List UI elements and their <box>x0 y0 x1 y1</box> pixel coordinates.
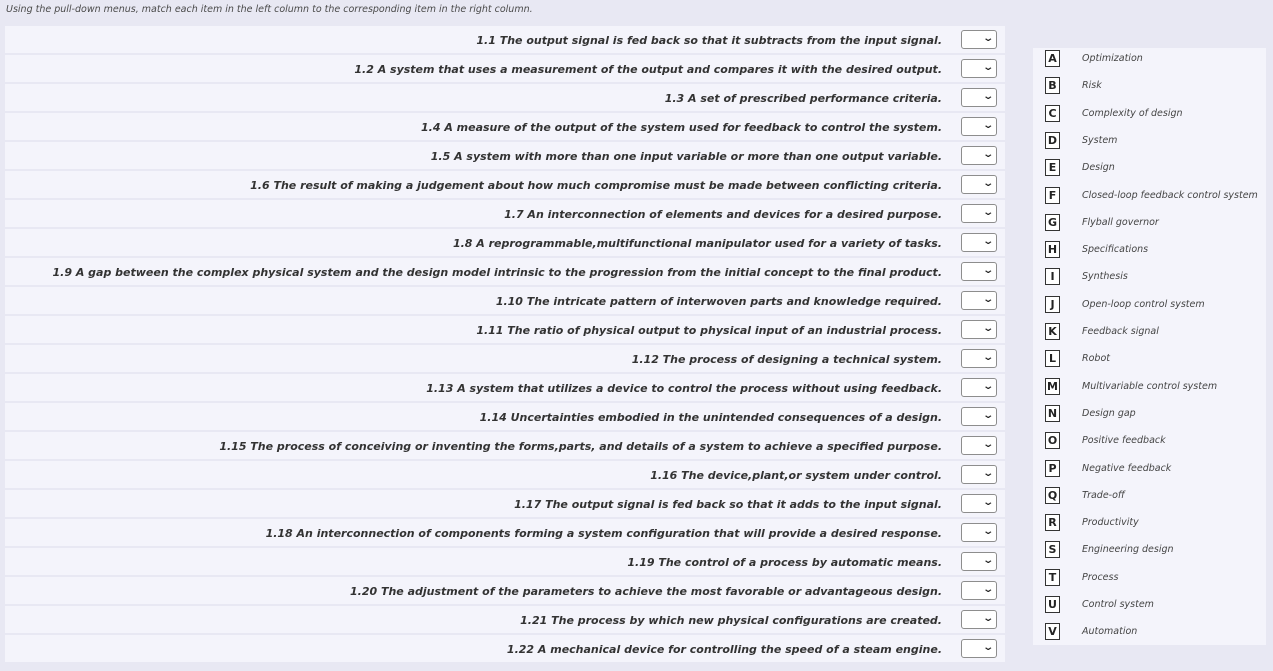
option-row <box>1033 212 1266 232</box>
answer-select[interactable] <box>961 436 997 455</box>
question-row <box>5 84 1005 111</box>
question-row <box>5 403 1005 430</box>
question-text: 1.22 A mechanical device for controlling the speed of a steam engine. <box>506 643 942 656</box>
option-text: Robot <box>1082 353 1110 365</box>
answer-select[interactable] <box>961 291 997 310</box>
answer-select[interactable] <box>961 30 997 49</box>
option-row <box>1033 239 1266 259</box>
chevron-down-icon: ⌄ <box>981 323 994 334</box>
option-row <box>1033 430 1266 450</box>
option-letter: O <box>1045 432 1060 449</box>
question-row <box>5 200 1005 227</box>
answer-select[interactable] <box>961 378 997 397</box>
option-row <box>1033 294 1266 314</box>
question-text: 1.6 The result of making a judgement about how much compromise must be made between conflicting criteria. <box>250 179 942 192</box>
option-letter: F <box>1045 187 1060 204</box>
option-letter: S <box>1045 541 1060 558</box>
answer-select[interactable] <box>961 320 997 339</box>
question-text: 1.1 The output signal is fed back so that it subtracts from the input signal. <box>476 34 942 47</box>
option-row <box>1033 321 1266 341</box>
option-row <box>1033 103 1266 123</box>
option-text: Automation <box>1082 626 1138 638</box>
answer-select[interactable] <box>961 407 997 426</box>
chevron-down-icon: ⌄ <box>981 149 994 160</box>
option-row <box>1033 458 1266 478</box>
question-row <box>5 461 1005 488</box>
options-column <box>1033 48 1266 645</box>
option-text: Open-loop control system <box>1082 298 1205 310</box>
answer-select[interactable] <box>961 494 997 513</box>
option-text: Design gap <box>1082 407 1136 419</box>
question-row <box>5 55 1005 82</box>
option-letter: N <box>1045 405 1060 422</box>
option-letter: B <box>1045 77 1060 94</box>
option-row <box>1033 376 1266 396</box>
option-row <box>1033 594 1266 614</box>
questions-column <box>5 26 1005 664</box>
question-text: 1.2 A system that uses a measurement of the output and compares it with the desired output. <box>354 63 942 76</box>
question-row <box>5 490 1005 517</box>
option-letter: K <box>1045 323 1060 340</box>
option-letter: R <box>1045 514 1060 531</box>
option-letter: D <box>1045 132 1060 149</box>
answer-select[interactable] <box>961 146 997 165</box>
chevron-down-icon: ⌄ <box>981 294 994 305</box>
question-row <box>5 316 1005 343</box>
option-text: Optimization <box>1082 53 1143 64</box>
option-letter: G <box>1045 214 1060 231</box>
question-text: 1.16 The device,plant,or system under control. <box>650 469 942 482</box>
chevron-down-icon: ⌄ <box>981 642 994 653</box>
option-row <box>1033 130 1266 150</box>
option-letter: P <box>1045 460 1060 477</box>
option-text: Synthesis <box>1082 271 1128 283</box>
question-row <box>5 432 1005 459</box>
answer-select[interactable] <box>961 262 997 281</box>
chevron-down-icon: ⌄ <box>981 207 994 218</box>
option-text: Flyball governor <box>1082 216 1159 228</box>
answer-select[interactable] <box>961 175 997 194</box>
option-row <box>1033 75 1266 95</box>
question-text: 1.13 A system that utilizes a device to control the process without using feedback. <box>426 382 942 395</box>
option-text: Complexity of design <box>1082 107 1183 119</box>
question-text: 1.14 Uncertainties embodied in the unintended consequences of a design. <box>479 411 942 424</box>
question-row <box>5 26 1005 53</box>
question-text: 1.10 The intricate pattern of interwoven parts and knowledge required. <box>495 295 942 308</box>
option-text: System <box>1082 134 1118 146</box>
chevron-down-icon: ⌄ <box>981 410 994 421</box>
chevron-down-icon: ⌄ <box>981 468 994 479</box>
question-text: 1.12 The process of designing a technical system. <box>631 353 942 366</box>
question-text: 1.15 The process of conceiving or inventing the forms,parts, and details of a system to achieve a specified purpose. <box>219 440 942 453</box>
question-row <box>5 171 1005 198</box>
option-letter: T <box>1045 569 1060 586</box>
question-text: 1.19 The control of a process by automatic means. <box>627 556 942 569</box>
answer-select[interactable] <box>961 349 997 368</box>
answer-select[interactable] <box>961 581 997 600</box>
option-letter: E <box>1045 159 1060 176</box>
question-text: 1.7 An interconnection of elements and devices for a desired purpose. <box>504 208 942 221</box>
question-row <box>5 606 1005 633</box>
question-text: 1.11 The ratio of physical output to physical input of an industrial process. <box>476 324 942 337</box>
chevron-down-icon: ⌄ <box>981 526 994 537</box>
option-row <box>1033 512 1266 532</box>
answer-select[interactable] <box>961 117 997 136</box>
question-text: 1.20 The adjustment of the parameters to achieve the most favorable or advantageous design. <box>350 585 942 598</box>
option-row <box>1033 266 1266 286</box>
chevron-down-icon: ⌄ <box>981 265 994 276</box>
answer-select[interactable] <box>961 639 997 658</box>
option-letter: L <box>1045 350 1060 367</box>
question-text: 1.4 A measure of the output of the system used for feedback to control the system. <box>421 121 942 134</box>
chevron-down-icon: ⌄ <box>981 584 994 595</box>
option-letter: H <box>1045 241 1060 258</box>
question-row <box>5 113 1005 140</box>
question-row <box>5 229 1005 256</box>
question-text: 1.21 The process by which new physical configurations are created. <box>520 614 942 627</box>
option-letter: M <box>1045 378 1060 395</box>
chevron-down-icon: ⌄ <box>981 236 994 247</box>
question-row <box>5 345 1005 372</box>
option-text: Trade-off <box>1082 489 1125 501</box>
option-text: Risk <box>1082 80 1102 92</box>
answer-select[interactable] <box>961 59 997 78</box>
instruction-text: Using the pull-down menus, match each item in the left column to the corresponding item in the right column. <box>6 4 533 15</box>
question-row <box>5 577 1005 604</box>
question-row <box>5 142 1005 169</box>
option-letter: U <box>1045 596 1060 613</box>
question-text: 1.5 A system with more than one input variable or more than one output variable. <box>430 150 942 163</box>
option-row <box>1033 348 1266 368</box>
chevron-down-icon: ⌄ <box>981 381 994 392</box>
option-letter: J <box>1045 296 1060 313</box>
question-text: 1.8 A reprogrammable,multifunctional manipulator used for a variety of tasks. <box>452 237 942 250</box>
answer-select[interactable] <box>961 523 997 542</box>
option-text: Closed-loop feedback control system <box>1082 189 1258 201</box>
option-row <box>1033 403 1266 423</box>
question-text: 1.9 A gap between the complex physical system and the design model intrinsic to the progression from the initial concept to the final product. <box>52 266 942 279</box>
option-text: Engineering design <box>1082 544 1174 556</box>
question-row <box>5 374 1005 401</box>
question-row <box>5 519 1005 546</box>
option-row <box>1033 567 1266 587</box>
chevron-down-icon: ⌄ <box>981 178 994 189</box>
option-text: Control system <box>1082 599 1154 610</box>
option-row <box>1033 185 1266 205</box>
question-row <box>5 635 1005 662</box>
chevron-down-icon: ⌄ <box>981 497 994 508</box>
option-text: Specifications <box>1082 244 1149 256</box>
question-text: 1.18 An interconnection of components forming a system configuration that will provide a desired response. <box>265 527 942 540</box>
answer-select[interactable] <box>961 204 997 223</box>
question-row <box>5 287 1005 314</box>
chevron-down-icon: ⌄ <box>981 120 994 131</box>
option-text: Feedback signal <box>1082 326 1159 337</box>
answer-select[interactable] <box>961 233 997 252</box>
option-text: Multivariable control system <box>1082 380 1218 392</box>
chevron-down-icon: ⌄ <box>981 352 994 363</box>
chevron-down-icon: ⌄ <box>981 91 994 102</box>
answer-select[interactable] <box>961 610 997 629</box>
chevron-down-icon: ⌄ <box>981 613 994 624</box>
option-text: Negative feedback <box>1082 462 1172 474</box>
option-letter: V <box>1045 623 1060 640</box>
option-letter: I <box>1045 268 1060 285</box>
chevron-down-icon: ⌄ <box>981 439 994 450</box>
option-row <box>1033 539 1266 559</box>
chevron-down-icon: ⌄ <box>981 33 994 44</box>
question-row <box>5 258 1005 285</box>
option-letter: Q <box>1045 487 1060 504</box>
option-letter: C <box>1045 105 1060 122</box>
option-row <box>1033 157 1266 177</box>
question-row <box>5 548 1005 575</box>
chevron-down-icon: ⌄ <box>981 555 994 566</box>
answer-select[interactable] <box>961 88 997 107</box>
option-text: Positive feedback <box>1082 435 1166 447</box>
option-row <box>1033 621 1266 641</box>
option-letter: A <box>1045 50 1060 67</box>
answer-select[interactable] <box>961 465 997 484</box>
option-text: Design <box>1082 162 1115 174</box>
option-text: Productivity <box>1082 517 1139 529</box>
option-row <box>1033 485 1266 505</box>
chevron-down-icon: ⌄ <box>981 62 994 73</box>
option-text: Process <box>1082 571 1119 583</box>
option-row <box>1033 48 1266 68</box>
question-text: 1.17 The output signal is fed back so that it adds to the input signal. <box>514 498 942 511</box>
question-text: 1.3 A set of prescribed performance criteria. <box>664 92 942 105</box>
answer-select[interactable] <box>961 552 997 571</box>
